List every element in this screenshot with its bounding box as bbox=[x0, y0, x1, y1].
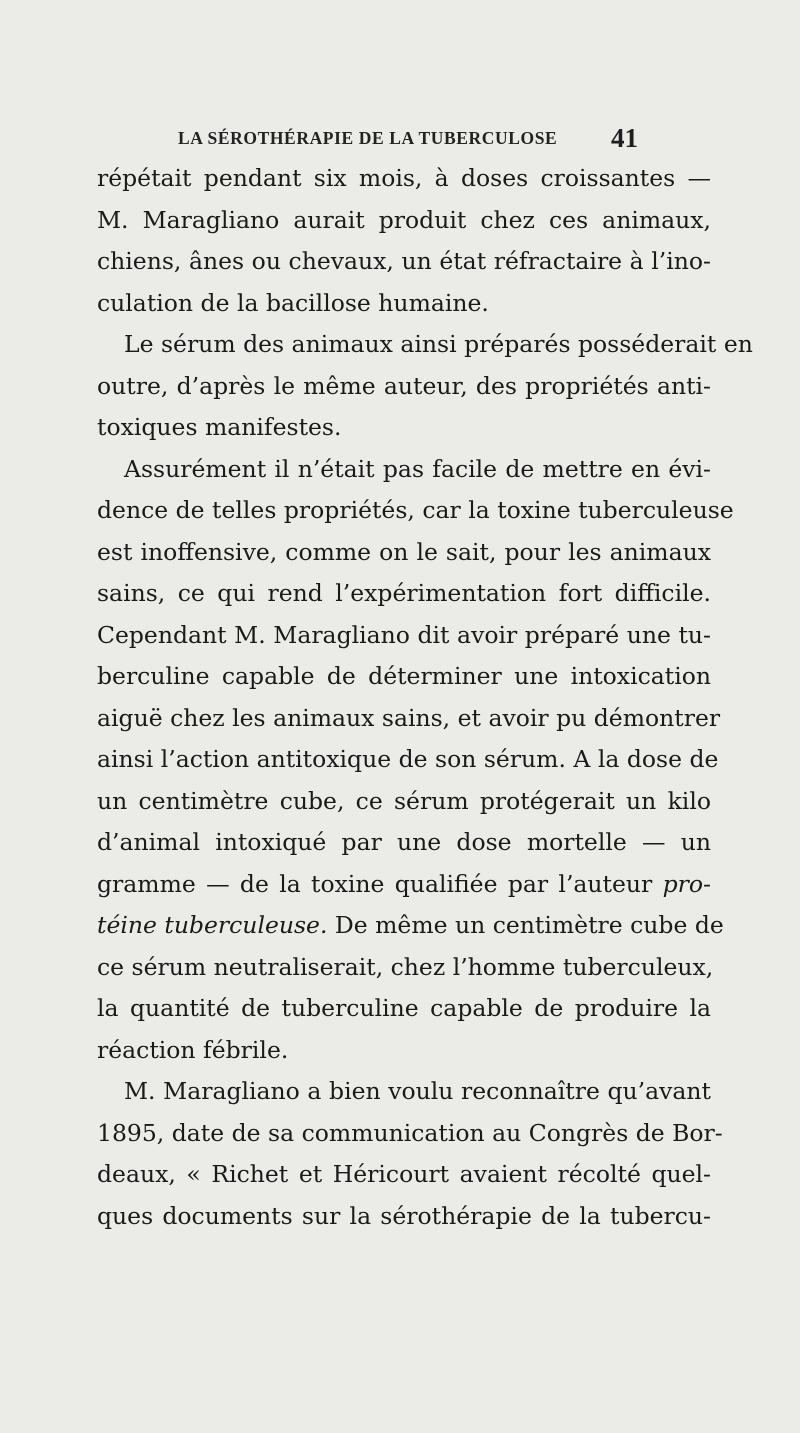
text-line: berculine capable de déterminer une intoxication bbox=[97, 662, 711, 690]
italic-term: téine tuberculeuse. bbox=[97, 911, 328, 939]
text-line: un centimètre cube, ce sérum protégerait un kilo bbox=[97, 786, 711, 815]
text-line: M. Maragliano a bien voulu reconnaître qu’avant bbox=[124, 1077, 711, 1105]
text-line: ques documents sur la sérothérapie de la tubercu- bbox=[97, 1201, 711, 1230]
text-line bbox=[97, 905, 724, 947]
text-line: aiguë chez les animaux sains, et avoir pu démontrer bbox=[97, 703, 721, 732]
text-line: d’animal intoxiqué par une dose mortelle — un bbox=[97, 828, 711, 856]
text-line: deaux, « Richet et Héricourt avaient récolté quel- bbox=[97, 1160, 711, 1188]
running-title: LA SÉROTHÉRAPIE DE LA TUBERCULOSE bbox=[178, 128, 558, 148]
text-line: 1895, date de sa communication au Congrès de Bor- bbox=[97, 1118, 723, 1147]
text-line: toxiques manifestes. bbox=[97, 413, 342, 441]
text-line: outre, d’après le même auteur, des propriétés anti- bbox=[97, 371, 711, 400]
page-number: 41 bbox=[611, 123, 638, 153]
text-line: ce sérum neutraliserait, chez l’homme tuberculeux, bbox=[97, 952, 714, 981]
text-line: chiens, ânes ou chevaux, un état réfractaire à l’ino- bbox=[97, 247, 711, 275]
text-segment: De même un centimètre cube de bbox=[334, 911, 724, 939]
text-line: Cependant M. Maragliano dit avoir préparé une tu- bbox=[97, 620, 711, 649]
text-line: est inoffensive, comme on le sait, pour les animaux bbox=[97, 537, 711, 566]
text-line: M. Maragliano aurait produit chez ces animaux, bbox=[97, 205, 711, 234]
text-line: la quantité de tuberculine capable de produire la bbox=[97, 994, 711, 1022]
text-line bbox=[97, 864, 711, 906]
page-header bbox=[178, 123, 638, 156]
text-line: répétait pendant six mois, à doses croissantes — bbox=[97, 164, 711, 192]
text-line: réaction fébrile. bbox=[97, 1035, 289, 1064]
text-line: culation de la bacillose humaine. bbox=[97, 288, 489, 317]
text-line: dence de telles propriétés, car la toxine tuberculeuse bbox=[97, 496, 734, 524]
italic-term: pro- bbox=[662, 869, 711, 898]
text-line: sains, ce qui rend l’expérimentation fort difficile. bbox=[97, 579, 711, 607]
text-segment: gramme — de la toxine qualifiée par l’auteur bbox=[97, 869, 653, 898]
text-line: ainsi l’action antitoxique de son sérum. A la dose de bbox=[97, 745, 719, 773]
text-line: Le sérum des animaux ainsi préparés posséderait en bbox=[124, 330, 753, 358]
text-line: Assurément il n’était pas facile de mettre en évi- bbox=[124, 454, 711, 483]
body-text bbox=[97, 158, 753, 1237]
